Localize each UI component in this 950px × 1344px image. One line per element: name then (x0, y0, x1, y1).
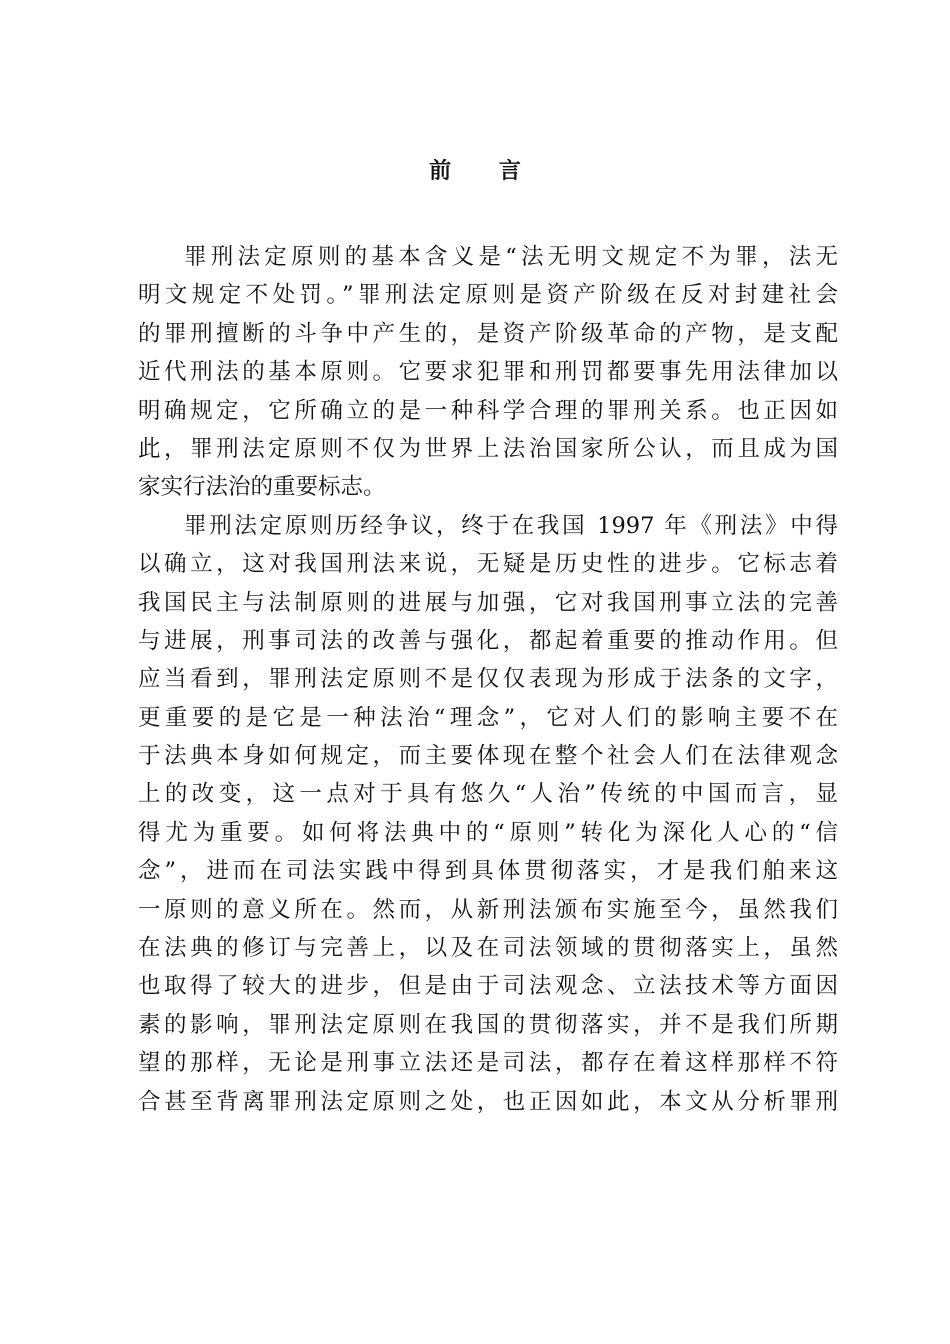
text-line: 的罪刑擅断的斗争中产生的，是资产阶级革命的产物，是支配 (138, 320, 838, 347)
text-line: 明文规定不处罚。”罪刑法定原则是资产阶级在反对封建社会 (138, 282, 838, 309)
text-line: 素的影响，罪刑法定原则在我国的贯彻落实，并不是我们所期 (138, 1011, 838, 1038)
text-line: 也取得了较大的进步，但是由于司法观念、立法技术等方面因 (138, 973, 838, 1000)
text-line: 近代刑法的基本原则。它要求犯罪和刑罚都要事先用法律加以 (138, 359, 838, 386)
body-text (138, 238, 838, 1121)
text-line: 家实行法治的重要标志。 (138, 474, 386, 501)
text-line: 与进展，刑事司法的改善与强化，都起着重要的推动作用。但 (138, 627, 838, 654)
text-line: 以确立，这对我国刑法来说，无疑是历史性的进步。它标志着 (138, 551, 838, 578)
page-title: 前 言 (429, 159, 541, 184)
text-line: 合甚至背离罪刑法定原则之处，也正因如此，本文从分析罪刑 (138, 1088, 838, 1115)
text-line: 上的改变，这一点对于具有悠久“人治”传统的中国而言，显 (138, 781, 838, 808)
text-line: 念”，进而在司法实践中得到具体贯彻落实，才是我们舶来这 (138, 858, 838, 885)
text-line: 应当看到，罪刑法定原则不是仅仅表现为形成于法条的文字， (138, 666, 838, 693)
text-line: 得尤为重要。如何将法典中的“原则”转化为深化人心的“信 (138, 819, 838, 846)
text-line: 明确规定，它所确立的是一种科学合理的罪刑关系。也正因如 (138, 397, 838, 424)
text-line: 罪刑法定原则的基本含义是“法无明文规定不为罪，法无 (184, 244, 838, 270)
text-line: 罪刑法定原则历经争议，终于在我国 1997 年《刑法》中得 (184, 512, 838, 539)
text-line: 于法典本身如何规定，而主要体现在整个社会人们在法律观念 (138, 743, 838, 770)
text-line: 此，罪刑法定原则不仅为世界上法治国家所公认，而且成为国 (138, 435, 838, 462)
text-line: 一原则的意义所在。然而，从新刑法颁布实施至今，虽然我们 (138, 896, 838, 923)
text-line: 在法典的修订与完善上，以及在司法领域的贯彻落实上，虽然 (138, 935, 838, 962)
text-line: 我国民主与法制原则的进展与加强，它对我国刑事立法的完善 (138, 589, 838, 616)
text-line: 更重要的是它是一种法治“理念”，它对人们的影响主要不在 (138, 704, 838, 731)
text-line: 望的那样，无论是刑事立法还是司法，都存在着这样那样不符 (138, 1050, 838, 1077)
